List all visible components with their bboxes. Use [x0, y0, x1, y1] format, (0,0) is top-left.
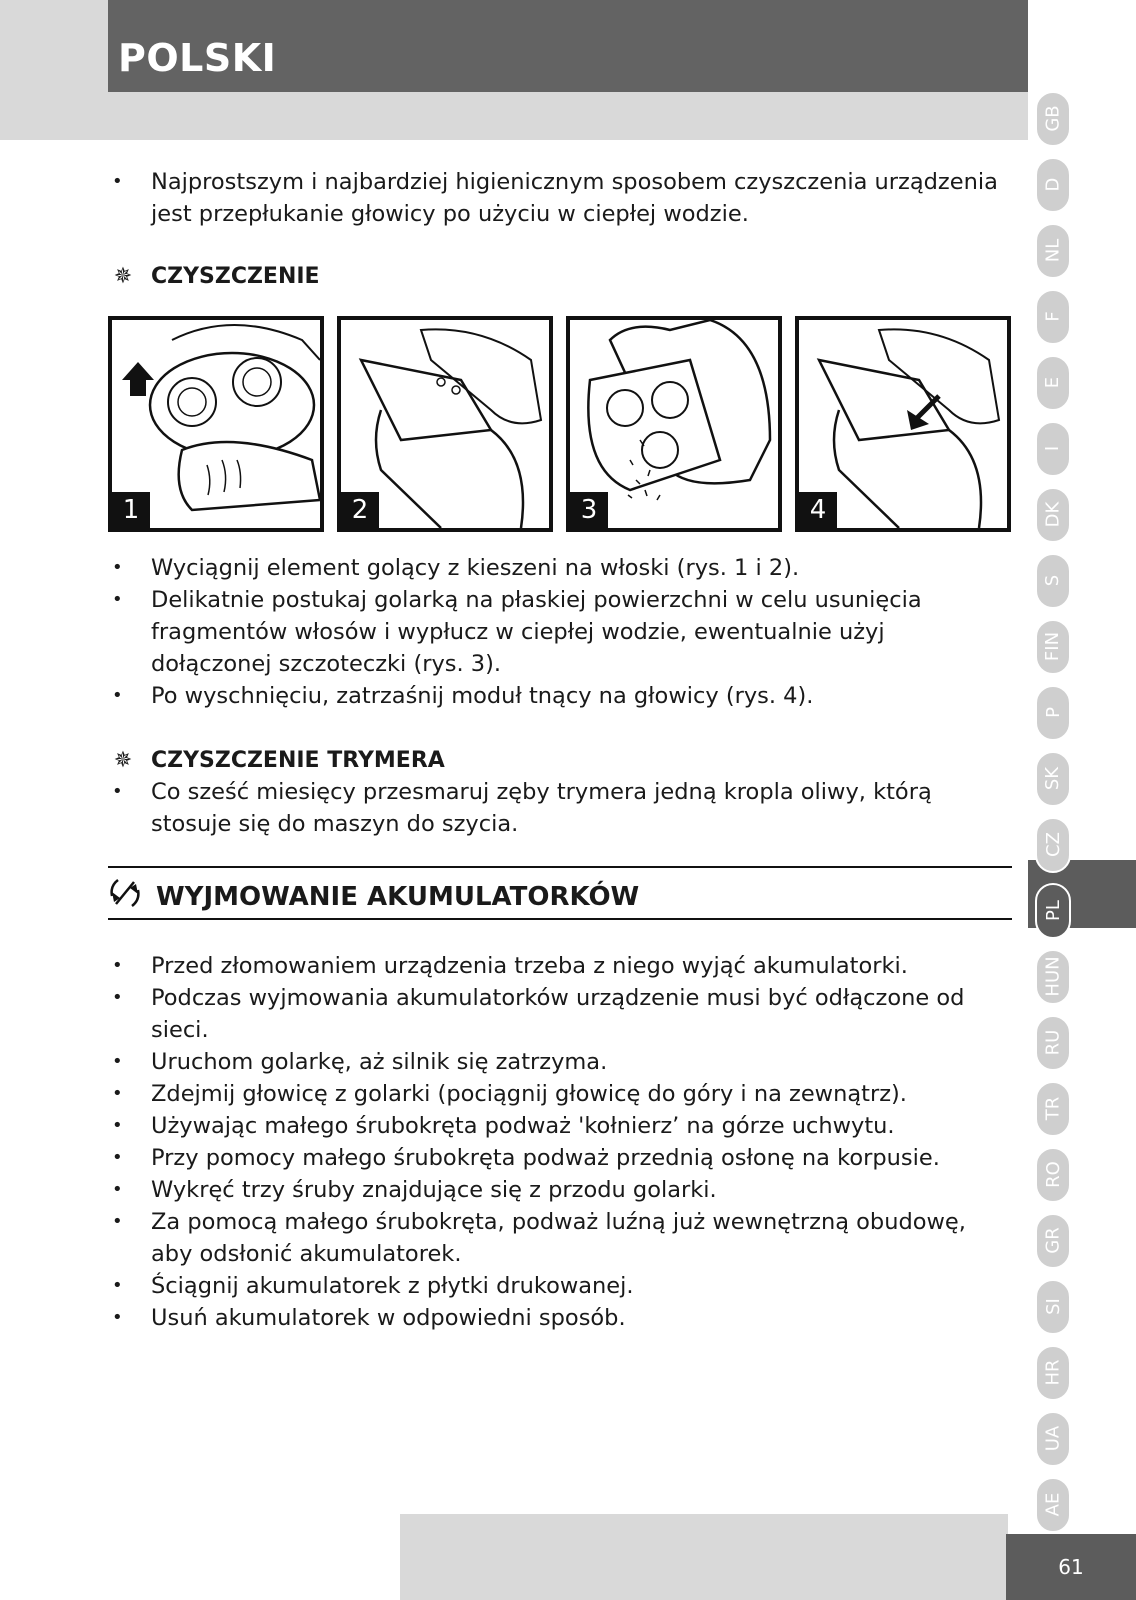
language-badge: [1035, 619, 1071, 675]
language-tab-i[interactable]: [1028, 418, 1078, 479]
language-code: FIN: [1042, 631, 1064, 662]
language-code: PL: [1042, 900, 1064, 921]
language-code: CZ: [1042, 832, 1064, 857]
language-code: F: [1042, 311, 1064, 322]
language-code: HUN: [1042, 956, 1064, 997]
cleaning-figures: [108, 316, 1028, 532]
language-code: I: [1042, 445, 1064, 452]
language-badge: [1035, 883, 1071, 939]
language-badge: [1035, 223, 1071, 279]
figure-number: 1: [112, 492, 150, 528]
list-item: • Wyciągnij element golący z kieszeni na włoski (rys. 1 i 2).: [108, 552, 1008, 584]
section-rule-bottom: [108, 918, 1012, 920]
language-badge: [1035, 421, 1071, 477]
language-code: P: [1042, 707, 1064, 718]
page-title: POLSKI: [118, 36, 277, 80]
language-code: D: [1042, 177, 1064, 192]
language-tab-gb[interactable]: [1028, 88, 1078, 149]
language-code: HR: [1042, 1359, 1064, 1386]
language-tab-hr[interactable]: [1028, 1342, 1078, 1403]
language-code: NL: [1042, 238, 1064, 263]
sparkle-icon: ✵: [113, 748, 133, 773]
language-tab-dk[interactable]: [1028, 484, 1078, 545]
language-tab-fin[interactable]: [1028, 616, 1078, 677]
figure-3: [566, 316, 782, 532]
section-rule-top: [108, 866, 1012, 868]
language-tab-hun[interactable]: [1028, 946, 1078, 1007]
language-badge: [1035, 1081, 1071, 1137]
language-badge: [1035, 91, 1071, 147]
list-item: • Przed złomowaniem urządzenia trzeba z niego wyjąć akumulatorki.: [108, 950, 1008, 982]
language-tab-sk[interactable]: [1028, 748, 1078, 809]
language-badge: [1035, 1213, 1071, 1269]
figure-1: [108, 316, 324, 532]
battery-heading-text: WYJMOWANIE AKUMULATORKÓW: [156, 881, 640, 912]
page-number: 61: [1006, 1534, 1136, 1600]
language-tab-cz[interactable]: [1028, 814, 1078, 875]
language-tab-p[interactable]: [1028, 682, 1078, 743]
figure-number: 2: [341, 492, 379, 528]
language-badge: [1035, 817, 1071, 873]
language-code: TR: [1042, 1096, 1064, 1121]
language-tab-si[interactable]: [1028, 1276, 1078, 1337]
trimmer-list: [108, 776, 1008, 840]
list-item: • Usuń akumulatorek w odpowiedni sposób.: [108, 1302, 1008, 1334]
figure-2: [337, 316, 553, 532]
intro-list: [108, 166, 1008, 230]
footer-band: [400, 1514, 1008, 1600]
sparkle-icon: ✵: [113, 264, 133, 289]
battery-list: [108, 950, 1008, 1334]
language-tab-tr[interactable]: [1028, 1078, 1078, 1139]
language-code: UA: [1042, 1425, 1064, 1452]
language-badge: [1035, 157, 1071, 213]
cleaning-list: [108, 552, 1008, 712]
language-tab-s[interactable]: [1028, 550, 1078, 611]
language-badge: [1035, 553, 1071, 609]
language-code: GR: [1042, 1227, 1064, 1254]
language-badge: [1035, 1345, 1071, 1401]
language-badge: [1035, 1477, 1071, 1533]
list-item: • Podczas wyjmowania akumulatorków urządzenie musi być odłączone od sieci.: [108, 982, 1008, 1046]
figure-4: [795, 316, 1011, 532]
language-code: DK: [1042, 501, 1064, 528]
language-tab-nl[interactable]: [1028, 220, 1078, 281]
language-tab-f[interactable]: [1028, 286, 1078, 347]
figure-number: 4: [799, 492, 837, 528]
language-tab-gr[interactable]: [1028, 1210, 1078, 1271]
list-item: • Przy pomocy małego śrubokręta podważ przednią osłonę na korpusie.: [108, 1142, 1008, 1174]
trimmer-heading: [108, 746, 445, 776]
battery-heading: [108, 876, 639, 917]
language-code: RO: [1042, 1161, 1064, 1188]
language-tab-ua[interactable]: [1028, 1408, 1078, 1469]
language-tab-ro[interactable]: [1028, 1144, 1078, 1205]
language-code: RU: [1042, 1029, 1064, 1056]
title-bar: [108, 0, 1028, 92]
cleaning-heading-text: CZYSZCZENIE: [151, 264, 320, 289]
language-tab-pl[interactable]: [1028, 880, 1078, 941]
trimmer-heading-text: CZYSZCZENIE TRYMERA: [151, 748, 445, 773]
cleaning-heading: [108, 262, 320, 292]
language-tab-ru[interactable]: [1028, 1012, 1078, 1073]
list-item: • Delikatnie postukaj golarką na płaskiej powierzchni w celu usunięcia fragmentów włosów i wypłucz w ciepłej wodzie, ewentualnie użyj dołączonej szczoteczki (rys. 3).: [108, 584, 1008, 680]
language-badge: [1035, 949, 1071, 1005]
language-code: S: [1042, 574, 1064, 587]
language-badge: [1035, 1147, 1071, 1203]
recycle-icon: [108, 876, 146, 917]
language-badge: [1035, 1279, 1071, 1335]
list-item: • Co sześć miesięcy przesmaruj zęby trymera jedną kropla oliwy, którą stosuje się do maszyn do szycia.: [108, 776, 1008, 840]
language-code: SI: [1042, 1298, 1064, 1315]
intro-item: • Najprostszym i najbardziej higienicznym sposobem czyszczenia urządzenia jest przepłukanie głowicy po użyciu w ciepłej wodzie.: [108, 166, 1008, 230]
language-tab-ae[interactable]: [1028, 1474, 1078, 1535]
figure-number: 3: [570, 492, 608, 528]
language-badge: [1035, 487, 1071, 543]
language-badge: [1035, 1015, 1071, 1071]
language-code: E: [1042, 376, 1064, 389]
language-code: GB: [1042, 105, 1064, 132]
list-item: • Zdejmij głowicę z golarki (pociągnij głowicę do góry i na zewnątrz).: [108, 1078, 1008, 1110]
language-code: SK: [1042, 766, 1064, 791]
list-item: • Za pomocą małego śrubokręta, podważ luźną już wewnętrzną obudowę, aby odsłonić akumulatorek.: [108, 1206, 1008, 1270]
list-item: • Używając małego śrubokręta podważ 'kołnierz’ na górze uchwytu.: [108, 1110, 1008, 1142]
language-badge: [1035, 751, 1071, 807]
list-item: • Wykręć trzy śruby znajdujące się z przodu golarki.: [108, 1174, 1008, 1206]
list-item: • Ściągnij akumulatorek z płytki drukowanej.: [108, 1270, 1008, 1302]
language-badge: [1035, 289, 1071, 345]
language-code: AE: [1042, 1492, 1064, 1517]
language-tab-e[interactable]: [1028, 352, 1078, 413]
language-badge: [1035, 355, 1071, 411]
language-badge: [1035, 685, 1071, 741]
language-badge: [1035, 1411, 1071, 1467]
language-tab-d[interactable]: [1028, 154, 1078, 215]
list-item: • Po wyschnięciu, zatrzaśnij moduł tnący na głowicy (rys. 4).: [108, 680, 1008, 712]
list-item: • Uruchom golarkę, aż silnik się zatrzyma.: [108, 1046, 1008, 1078]
